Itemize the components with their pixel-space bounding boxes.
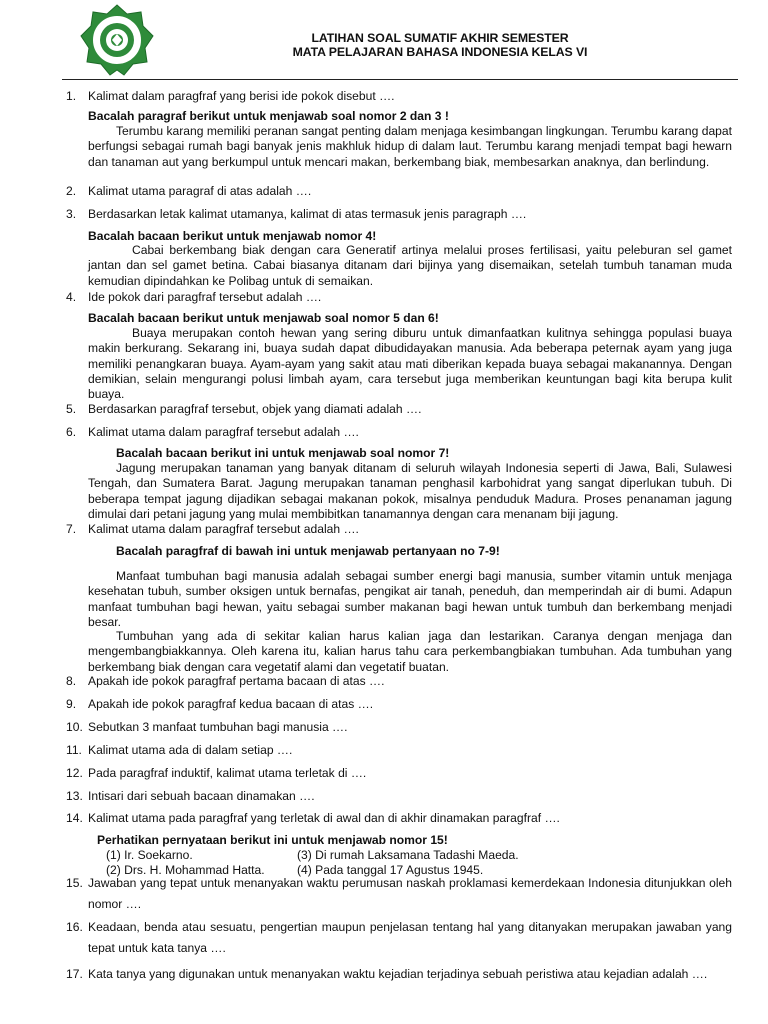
- question-text: Kata tanya yang digunakan untuk menanyakan waktu kejadian terjadinya sebuah peristiwa atau kejadian adalah ….: [88, 967, 708, 981]
- school-logo: [79, 4, 155, 76]
- question-text: Kalimat utama pada paragfraf yang terletak di awal dan di akhir dinamakan paragfraf ….: [88, 811, 560, 825]
- question-text: Kalimat dalam paragfraf yang berisi ide pokok disebut ….: [88, 89, 395, 103]
- question-number: 12.: [66, 766, 83, 780]
- statement-option-2: (2) Drs. H. Mohammad Hatta.: [106, 863, 265, 877]
- question-text: Intisari dari sebuah bacaan dinamakan ….: [88, 789, 315, 803]
- header-divider: [62, 79, 738, 80]
- question-number: 10.: [66, 720, 83, 734]
- question-text: Pada paragfraf induktif, kalimat utama terletak di ….: [88, 766, 367, 780]
- passage-buaya: Buaya merupakan contoh hewan yang sering diburu untuk dimanfaatkan kulitnya sehingga populasi buaya makin berkurang. Sekarang ini, buaya sudah dapat dibudidayakan manusia. Ada beberapa peternak ayam yang juga memiliki penangkaran buaya. Ayam-ayam yang sakit atau mati diberikan kepada buaya sebagai makanannya. Dengan demikian, selain mengurangi polusi limbah ayam, cara tersebut juga memberikan keuntungan bagi kita berupa kulit buaya.: [88, 326, 732, 402]
- question-text: Apakah ide pokok paragfraf kedua bacaan di atas ….: [88, 697, 374, 711]
- question-text: Kalimat utama paragraf di atas adalah ….: [88, 184, 312, 198]
- statement-option-3: (3) Di rumah Laksamana Tadashi Maeda.: [297, 848, 519, 862]
- question-number: 5.: [66, 402, 77, 416]
- question-number: 4.: [66, 290, 77, 304]
- passage-jagung: Jagung merupakan tanaman yang banyak ditanam di seluruh wilayah Indonesia seperti di Jawa, Bali, Sulawesi Tengah, dan Sumatera Barat. Jagung merupakan tanaman penghasil karbohidrat yang sangat diperlukan tubuh. Di beberapa tempat jagung dijadikan sebagai makanan pokok, misalnya penduduk Madura. Proses penanaman jagung dimulai dari petani jagung yang mulai membibitkan tanamannya dengan cara menanam biji jagung.: [88, 461, 732, 521]
- instruction-heading: Bacalah paragraf berikut untuk menjawab soal nomor 2 dan 3 !: [88, 109, 449, 123]
- question-number: 16.: [66, 920, 83, 934]
- question-number: 9.: [66, 697, 77, 711]
- question-number: 2.: [66, 184, 77, 198]
- question-text: Apakah ide pokok paragfraf pertama bacaan di atas ….: [88, 674, 385, 688]
- question-text: Berdasarkan paragfraf tersebut, objek yang diamati adalah ….: [88, 402, 422, 416]
- question-text: Sebutkan 3 manfaat tumbuhan bagi manusia ….: [88, 720, 348, 734]
- instruction-heading: Bacalah bacaan berikut untuk menjawab nomor 4!: [88, 229, 377, 243]
- instruction-heading: Perhatikan pernyataan berikut ini untuk menjawab nomor 15!: [97, 833, 448, 847]
- question-number: 13.: [66, 789, 83, 803]
- question-number: 14.: [66, 811, 83, 825]
- question-text: Kalimat utama dalam paragfraf tersebut adalah ….: [88, 522, 359, 536]
- statement-option-1: (1) Ir. Soekarno.: [106, 848, 193, 862]
- question-number: 8.: [66, 674, 77, 688]
- passage-tumbuhan-1: Manfaat tumbuhan bagi manusia adalah sebagai sumber energi bagi manusia, sumber vitamin untuk menjaga kesehatan tubuh, sumber oksigen untuk bernafas, pengikat air tanah, peneduh, dan memperindah air di bumi. Adapun manfaat tumbuhan bagi hewan, yaitu sebagai sumber makanan bagi hewan untuk tumbuh dan berkembang menjadi besar.: [88, 569, 732, 629]
- instruction-heading: Bacalah bacaan berikut ini untuk menjawab soal nomor 7!: [116, 446, 450, 460]
- question-text: Kalimat utama ada di dalam setiap ….: [88, 743, 293, 757]
- statement-option-4: (4) Pada tanggal 17 Agustus 1945.: [297, 863, 484, 877]
- question-number: 1.: [66, 89, 77, 103]
- question-number: 15.: [66, 876, 83, 890]
- page-subtitle: MATA PELAJARAN BAHASA INDONESIA KELAS VI: [292, 45, 588, 59]
- instruction-heading: Bacalah bacaan berikut untuk menjawab soal nomor 5 dan 6!: [88, 311, 439, 325]
- instruction-heading: Bacalah paragfraf di bawah ini untuk menjawab pertanyaan no 7-9!: [116, 544, 500, 558]
- question-text: Berdasarkan letak kalimat utamanya, kalimat di atas termasuk jenis paragraph ….: [88, 207, 527, 221]
- question-text: Ide pokok dari paragfraf tersebut adalah ….: [88, 290, 322, 304]
- question-number: 6.: [66, 425, 77, 439]
- question-text: Kalimat utama dalam paragfraf tersebut adalah ….: [88, 425, 359, 439]
- question-text: Keadaan, benda atau sesuatu, pengertian maupun penjelasan tentang hal yang ditanyakan merupakan jawaban yang tepat untuk kata tanya ….: [88, 920, 732, 955]
- page-title: LATIHAN SOAL SUMATIF AKHIR SEMESTER: [311, 31, 569, 45]
- passage-tumbuhan-2: Tumbuhan yang ada di sekitar kalian harus kalian jaga dan lestarikan. Caranya dengan menjaga dan mengembangbiakkannya. Oleh karena itu, kalian harus tahu cara perkembangbiakan tumbuhan. Ada tumbuhan yang berkembang biak dengan cara vegetatif alami dan vegetatif buatan.: [88, 629, 732, 674]
- question-text: Jawaban yang tepat untuk menanyakan waktu perumusan naskah proklamasi kemerdekaan Indonesia ditunjukkan oleh nomor ….: [88, 876, 732, 911]
- passage-cabai: Cabai berkembang biak dengan cara Generatif artinya melalui proses fertilisasi, yaitu peleburan sel gamet jantan dan sel gamet betina. Cabai biasanya ditanam dari bijinya yang disemaikan, setelah tumbuh tanaman muda kemudian dipindahkan ke Polibag untuk di semaikan.: [88, 243, 732, 288]
- passage-terumbu-karang: Terumbu karang memiliki peranan sangat penting dalam menjaga kesimbangan lingkungan. Terumbu karang dapat berfungsi sebagai rumah bagi banyak jenis makhluk hidup di dalam laut. Terumbu karang menjadi tempat bagi hewarn dan tanaman aut yang berkumpul untuk mencari makan, berkembang biak, membesarkan anaknya, dan berlindung.: [88, 124, 732, 169]
- question-number: 11.: [66, 743, 82, 757]
- question-number: 17.: [66, 967, 83, 981]
- question-number: 3.: [66, 207, 77, 221]
- question-number: 7.: [66, 522, 77, 536]
